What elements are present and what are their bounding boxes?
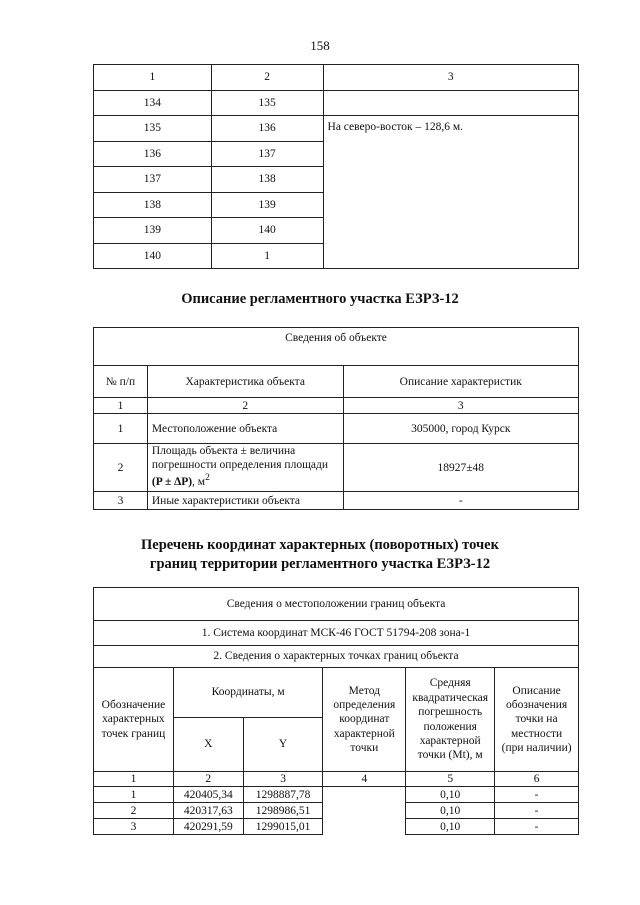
place-description: - [495, 787, 579, 803]
header-cell: 3 [323, 65, 578, 91]
row-number: 2 [94, 444, 148, 492]
mean-error: 0,10 [406, 803, 495, 819]
column-number: 2 [173, 772, 243, 787]
column-number: 3 [343, 398, 578, 414]
table-row [94, 492, 579, 510]
table-row [94, 444, 579, 492]
column-number: 3 [243, 772, 323, 787]
section-heading: Описание регламентного участка ЕЗРЗ-12 [181, 291, 459, 307]
place-description: - [495, 803, 579, 819]
from-point: 139 [94, 218, 212, 244]
col-characteristic-header: Характеристика объекта [147, 366, 343, 398]
y-coordinate: 1298986,51 [243, 803, 323, 819]
table-title: Сведения об объекте [94, 328, 579, 366]
x-coordinate: 420405,34 [173, 787, 243, 803]
column-number: 4 [323, 772, 406, 787]
table-title-row [94, 588, 579, 621]
column-numbers-row [94, 772, 579, 787]
characteristic-description: - [343, 492, 578, 510]
header-cell: 2 [211, 65, 323, 91]
column-number: 2 [147, 398, 343, 414]
col-coordinates-header: Координаты, м [173, 668, 323, 718]
x-coordinate: 420317,63 [173, 803, 243, 819]
from-point: 135 [94, 116, 212, 142]
from-point: 138 [94, 192, 212, 218]
direction-description: На северо-восток – 128,6 м. [323, 116, 578, 269]
point-number: 3 [94, 819, 174, 835]
row-number: 1 [94, 414, 148, 444]
table-row [94, 787, 579, 803]
area-unit: , м [192, 476, 206, 489]
header-cell: 1 [94, 65, 212, 91]
col-place-header: Описание обозначения точки на местности (при наличии) [495, 668, 579, 772]
col-error-header: Средняя квадратическая погрешность положения характерной точки (Mt), м [406, 668, 495, 772]
characteristic: Иные характеристики объекта [147, 492, 343, 510]
col-number-header: № п/п [94, 366, 148, 398]
points-direction-table [93, 64, 579, 269]
row-number: 3 [94, 492, 148, 510]
to-point: 140 [211, 218, 323, 244]
characteristic [147, 444, 343, 492]
to-point: 136 [211, 116, 323, 142]
column-numbers-row [94, 398, 579, 414]
from-point: 136 [94, 141, 212, 167]
place-description: - [495, 819, 579, 835]
point-number: 1 [94, 787, 174, 803]
mean-error: 0,10 [406, 819, 495, 835]
y-coordinate: 1299015,01 [243, 819, 323, 835]
characteristic: Местоположение объекта [147, 414, 343, 444]
column-number: 1 [94, 398, 148, 414]
table-row [94, 90, 579, 116]
point-number: 2 [94, 803, 174, 819]
from-point: 137 [94, 167, 212, 193]
col-method-header: Метод определения координат характерной точки [323, 668, 406, 772]
mean-error: 0,10 [406, 787, 495, 803]
characteristic-description: 18927±48 [343, 444, 578, 492]
table-row [94, 116, 579, 142]
table-subtitle-row [94, 646, 579, 668]
to-point: 1 [211, 243, 323, 269]
area-formula: (P ± ∆P) [151, 476, 193, 489]
column-number: 5 [406, 772, 495, 787]
column-number: 1 [94, 772, 174, 787]
column-number: 6 [495, 772, 579, 787]
table-title-row [94, 328, 579, 366]
table-subtitle-row [94, 621, 579, 646]
to-point: 138 [211, 167, 323, 193]
x-coordinate: 420291,59 [173, 819, 243, 835]
to-point: 137 [211, 141, 323, 167]
unit-exponent: 2 [205, 472, 210, 484]
method-cell [323, 787, 406, 835]
to-point: 135 [211, 90, 323, 116]
section-heading: границ территории регламентного участка ЕЗРЗ-12 [149, 556, 491, 572]
table-header-row [94, 668, 579, 718]
table-header-row [94, 65, 579, 91]
table-title: Сведения о местоположении границ объекта [94, 588, 579, 621]
coordinate-system: 1. Система координат МСК-46 ГОСТ 51794-208 зона-1 [94, 621, 579, 646]
table-row [94, 414, 579, 444]
coordinates-table [93, 587, 579, 835]
object-info-table [93, 327, 579, 510]
col-description-header: Описание характеристик [343, 366, 578, 398]
empty-cell [323, 90, 578, 116]
y-coordinate: 1298887,78 [243, 787, 323, 803]
from-point: 140 [94, 243, 212, 269]
section-heading: Перечень координат характерных (поворотных) точек [141, 537, 499, 553]
area-label: Площадь объекта ± величина погрешности определения площади [151, 444, 329, 471]
to-point: 139 [211, 192, 323, 218]
from-point: 134 [94, 90, 212, 116]
col-y-header: Y [243, 718, 323, 772]
points-title: 2. Сведения о характерных точках границ объекта [94, 646, 579, 668]
characteristic-description: 305000, город Курск [343, 414, 578, 444]
col-designation-header: Обозначение характерных точек границ [94, 668, 174, 772]
page-number: 158 [310, 38, 330, 53]
table-header-row [94, 366, 579, 398]
col-x-header: X [173, 718, 243, 772]
